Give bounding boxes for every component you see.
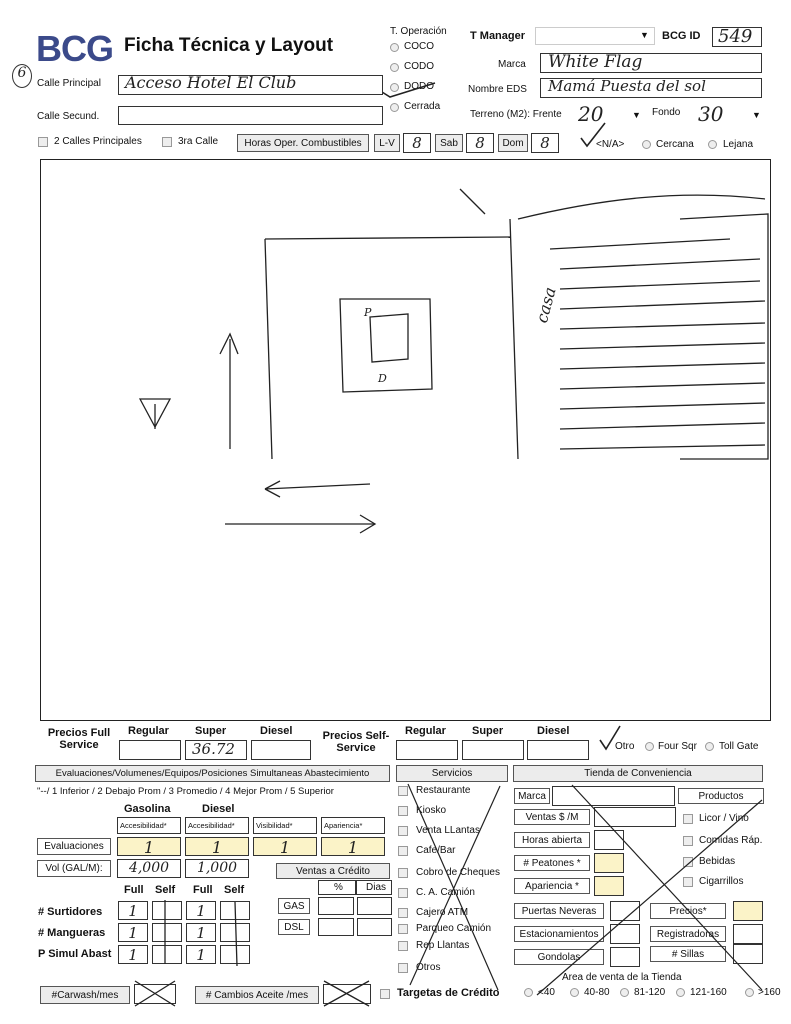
servicio-label: Venta LLantas [416, 825, 480, 836]
chevron-down-icon: ▼ [752, 110, 761, 120]
tienda-section-title: Tienda de Conveniencia [513, 765, 763, 782]
vol-gasolina-field[interactable]: 4,000 [117, 859, 181, 878]
radio-cerrada[interactable] [390, 103, 399, 112]
precios-self-label: Precios Self-Service [322, 730, 390, 754]
ventas-credito-label: Ventas a Crédito [276, 863, 390, 879]
calle-principal-label: Calle Principal [37, 78, 101, 89]
simul-abast-label: P Simul Abast [38, 948, 112, 960]
dos-calles-checkbox[interactable] [38, 137, 48, 147]
tarjetas-credito-checkbox[interactable] [380, 989, 390, 999]
full-diesel-field[interactable] [251, 740, 311, 760]
self-diesel-header: Diesel [537, 725, 570, 737]
precios-tienda-label: Precios* [650, 903, 726, 919]
simul-dsl-full[interactable]: 1 [186, 945, 216, 964]
self-diesel-field[interactable] [527, 740, 589, 760]
servicios-section-title: Servicios [396, 765, 508, 782]
registradoras-label: Registradoras [650, 926, 726, 942]
servicio-label: Kiosko [416, 805, 447, 816]
gas-self-header: Self [155, 884, 176, 896]
cambios-strike-mark [319, 978, 375, 1008]
lv-hours-field[interactable]: 8 [403, 133, 431, 153]
full-regular-field[interactable] [119, 740, 181, 760]
col-header-accesibilidad-gas: Accesibilidad* [117, 817, 181, 834]
self-column-strike-marks [145, 898, 255, 968]
surtidores-label: # Surtidores [38, 906, 103, 918]
pct-header-box [318, 880, 356, 895]
self-super-header: Super [472, 725, 504, 737]
terreno-label: Terreno (M2): Frente [470, 109, 562, 120]
dodo-check-mark [380, 80, 440, 100]
calle-principal-value: Acceso Hotel El Club [125, 73, 297, 92]
four-sqr-label: Four Sqr [658, 741, 697, 752]
area-40-80-label: 40-80 [584, 987, 610, 998]
carwash-strike-mark [130, 978, 180, 1008]
surtidores-gas-full[interactable]: 1 [118, 901, 148, 920]
full-diesel-header: Diesel [260, 725, 293, 737]
horas-abierta-label: Horas abierta [514, 832, 590, 848]
radio-cerrada-label: Cerrada [404, 101, 441, 112]
sillas-label: # Sillas [650, 946, 726, 962]
radio-cercana[interactable] [642, 140, 651, 149]
dsl-self-header: Self [224, 884, 245, 896]
cercana-label: Cercana [656, 139, 694, 150]
chevron-down-icon: ▼ [632, 110, 641, 120]
fondo-value: 30 [698, 102, 724, 126]
col-header-apariencia: Apariencia* [321, 817, 385, 834]
marca-value: White Flag [548, 52, 643, 72]
self-regular-header: Regular [405, 725, 446, 737]
calle-secund-label: Calle Secund. [37, 111, 100, 122]
mangueras-label: # Mangueras [38, 927, 106, 939]
cambios-aceite-label: # Cambios Aceite /mes [195, 986, 319, 1004]
full-regular-header: Regular [128, 725, 169, 737]
dsl-credit-label: DSL [278, 919, 310, 935]
radio-coco[interactable] [390, 43, 399, 52]
marca-label: Marca [498, 59, 526, 70]
fondo-label: Fondo [652, 107, 681, 118]
area-81-120-label: 81-120 [634, 987, 666, 998]
tarjetas-credito-label: Targetas de Crédito [397, 987, 500, 999]
lv-label: L-V [374, 134, 400, 152]
dsl-credit-pct[interactable] [318, 918, 354, 936]
prod-label: Bebidas [699, 856, 736, 867]
mangueras-gas-full[interactable]: 1 [118, 923, 148, 942]
full-super-value: 36.72 [192, 740, 235, 758]
sab-label: Sab [435, 134, 463, 152]
servicio-label: Cafe/Bar [416, 845, 456, 856]
horas-oper-button[interactable]: Horas Oper. Combustibles [237, 134, 369, 152]
prod-label: Cigarrillos [699, 876, 744, 887]
servicio-label: C. A. Camión [416, 887, 475, 898]
sab-hours-field[interactable]: 8 [466, 133, 494, 153]
dsl-full-header: Full [193, 884, 213, 896]
self-regular-field[interactable] [396, 740, 458, 760]
radio-codo-label: CODO [404, 61, 434, 72]
bcg-logo: BCG [36, 28, 113, 69]
apariencia-label: Apariencia * [514, 878, 590, 894]
servicio-label: Cajero ATM [416, 907, 469, 918]
volumen-row-label: Vol (GAL/M): [37, 860, 111, 877]
tienda-strike-mark [512, 780, 772, 1000]
radio-toll-gate[interactable] [705, 742, 714, 751]
gasolina-header: Gasolina [124, 803, 171, 815]
sketch-p-label: P [364, 306, 372, 319]
full-super-header: Super [195, 725, 227, 737]
prod-label: Licor / Vino [699, 813, 749, 824]
layout-sketch-drawing [40, 159, 771, 721]
col-header-visibilidad: Visibilidad* [253, 817, 317, 834]
servicio-label: Rep Llantas [416, 940, 470, 951]
frente-value: 20 [578, 102, 604, 126]
sketch-d-label: D [378, 372, 387, 385]
radio-coco-label: COCO [404, 41, 434, 52]
chevron-down-icon: ▼ [640, 30, 649, 40]
area-venta-label: Area de venta de la Tienda [562, 972, 682, 983]
pct-header: % [334, 882, 343, 893]
calle-secund-field[interactable] [118, 106, 383, 125]
surtidores-dsl-full[interactable]: 1 [186, 901, 216, 920]
dom-label: Dom [498, 134, 528, 152]
prod-label: Comidas Ráp. [699, 835, 763, 846]
na-label: <N/A> [596, 139, 625, 150]
nombre-eds-value: Mamá Puesta del sol [548, 77, 706, 95]
dias-header-box [356, 880, 392, 895]
evaluaciones-row-label: Evaluaciones [37, 838, 111, 855]
tercera-calle-label: 3ra Calle [178, 136, 219, 147]
servicios-strike-mark [400, 780, 510, 995]
area-121-160-label: 121-160 [690, 987, 727, 998]
eval-accesibilidad-gas[interactable]: 1 [117, 837, 181, 856]
dias-header: Dias [366, 882, 387, 893]
bcg-id-label: BCG ID [662, 30, 701, 42]
servicio-label: Parqueo Camión [416, 923, 492, 934]
gas-credit-dias[interactable] [357, 897, 392, 915]
simul-gas-full[interactable]: 1 [118, 945, 148, 964]
form-title: Ficha Técnica y Layout [124, 35, 334, 56]
eval-visibilidad[interactable]: 1 [253, 837, 317, 856]
mangueras-dsl-full[interactable]: 1 [186, 923, 216, 942]
precios-full-label: Precios Full Service [47, 727, 111, 751]
ventas-label: Ventas $ /M [514, 809, 590, 825]
gondolas-label: Gondolas [514, 949, 604, 965]
bcg-id-value: 549 [718, 26, 753, 47]
peatones-label: # Peatones * [514, 855, 590, 871]
dsl-credit-dias[interactable] [357, 918, 392, 936]
casa-label: casa [532, 284, 560, 325]
gas-full-header: Full [124, 884, 144, 896]
operation-type-label: T. Operación [390, 26, 447, 37]
radio-lejana[interactable] [708, 140, 717, 149]
nombre-eds-label: Nombre EDS [468, 84, 527, 95]
dom-hours-field[interactable]: 8 [531, 133, 559, 153]
self-super-field[interactable] [462, 740, 524, 760]
gas-credit-label: GAS [278, 898, 310, 914]
lejana-label: Lejana [723, 139, 754, 150]
area-gt160-label: >160 [758, 987, 781, 998]
tercera-calle-checkbox[interactable] [162, 137, 172, 147]
dos-calles-label: 2 Calles Principales [54, 136, 142, 147]
otro-label: Otro [615, 741, 635, 752]
radio-four-sqr[interactable] [645, 742, 654, 751]
evaluaciones-section-title: Evaluaciones/Volumenes/Equipos/Posiciones Simultaneas Abastecimiento [35, 765, 390, 782]
vol-diesel-field[interactable]: 1,000 [185, 859, 249, 878]
radio-codo[interactable] [390, 63, 399, 72]
eval-apariencia[interactable]: 1 [321, 837, 385, 856]
radio-dodo-label: DODO [404, 81, 434, 92]
carwash-label: #Carwash/mes [40, 986, 130, 1004]
toll-gate-label: Toll Gate [719, 741, 759, 752]
circled-number: 6 [12, 64, 32, 88]
servicio-label: Otros [416, 962, 441, 973]
t-manager-select[interactable] [535, 27, 655, 45]
area-lt40-label: <40 [538, 987, 555, 998]
tienda-marca-label: Marca [514, 788, 550, 804]
rating-scale-legend: "--/ 1 Inferior / 2 Debajo Prom / 3 Promedio / 4 Mejor Prom / 5 Superior [37, 786, 334, 797]
t-manager-label: T Manager [470, 30, 526, 42]
estacionamientos-label: Estacionamientos [514, 926, 604, 942]
diesel-header: Diesel [202, 803, 235, 815]
servicio-label: Restaurante [416, 785, 471, 796]
gas-credit-pct[interactable] [318, 897, 354, 915]
servicio-label: Cobro de Cheques [416, 867, 500, 878]
col-header-accesibilidad-dsl: Accesibilidad* [185, 817, 249, 834]
eval-accesibilidad-dsl[interactable]: 1 [185, 837, 249, 856]
productos-label: Productos [678, 788, 764, 804]
puertas-neveras-label: Puertas Neveras [514, 903, 604, 919]
